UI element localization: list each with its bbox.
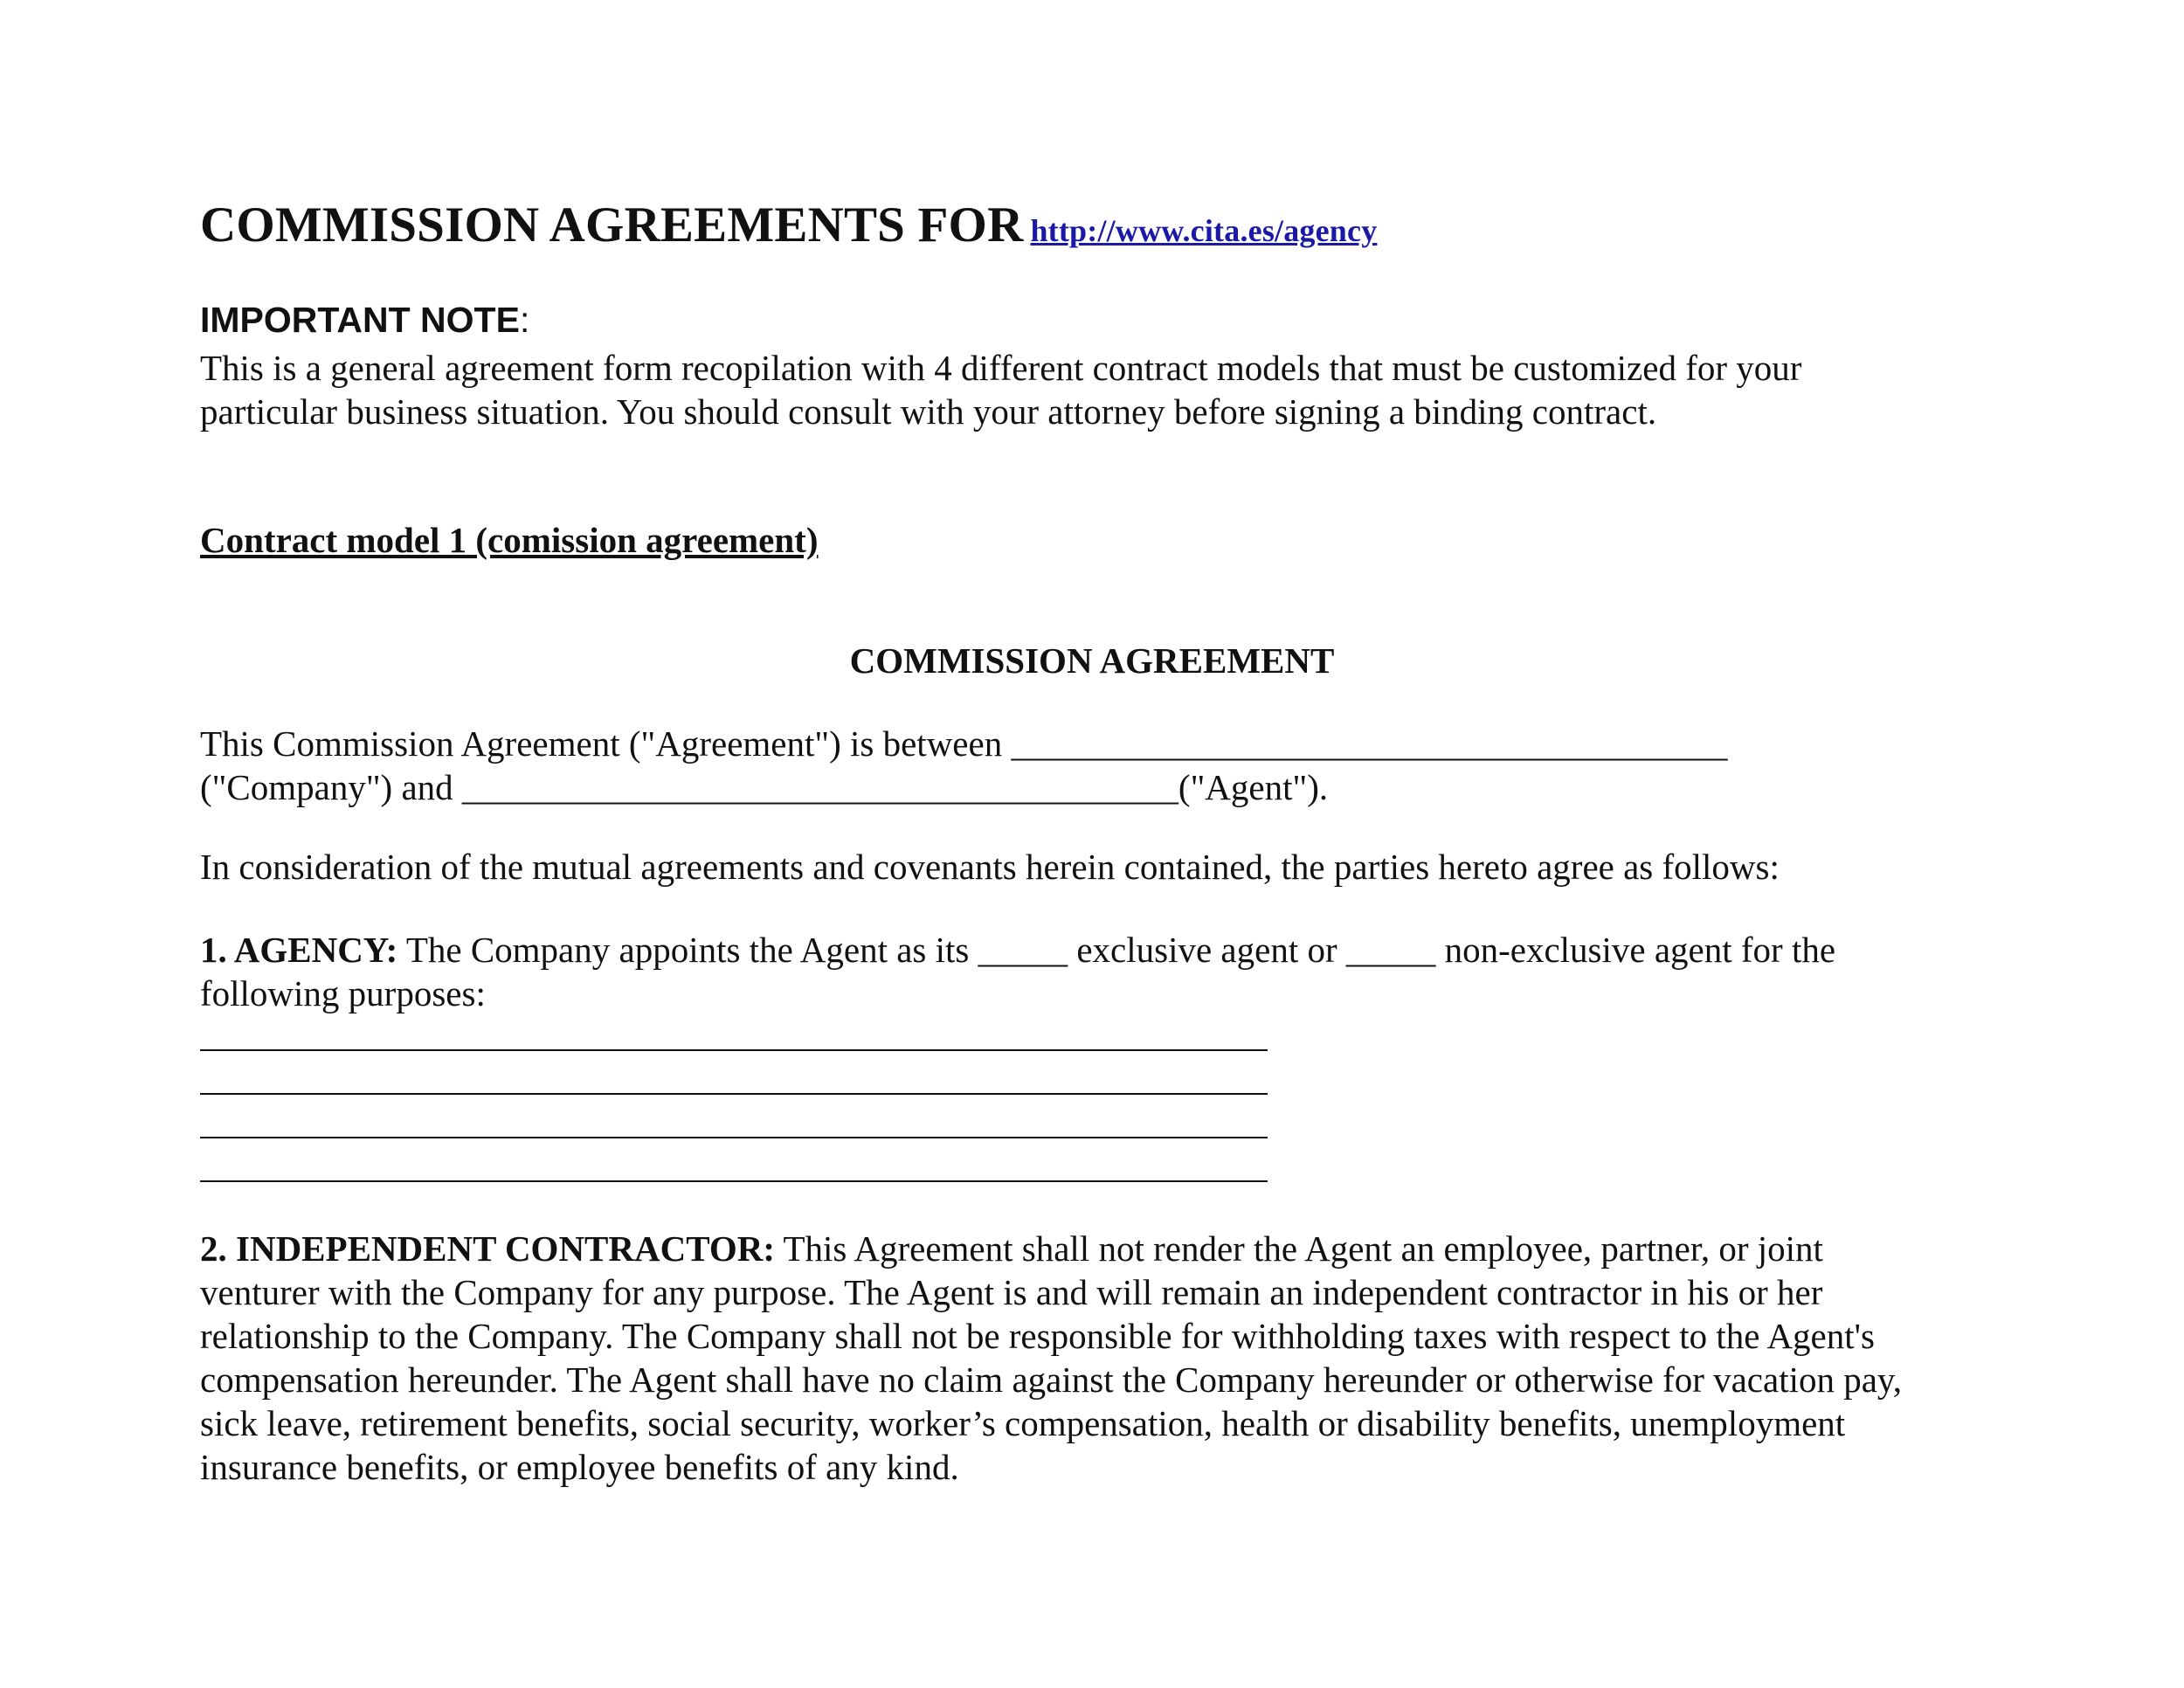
important-note-text [200, 346, 1801, 433]
agency-label: 1. AGENCY: [200, 930, 398, 970]
agency-text: The Company appoints the Agent as its _____ exclusive agent or _____ non-exclusive agent for the [397, 930, 1836, 970]
document-title [200, 197, 1377, 253]
parties-line: ("Company") and ________________________________________("Agent"). [200, 767, 1329, 807]
note-line: particular business situation. You should consult with your attorney before signing a binding contract. [200, 391, 1657, 432]
contractor-line: relationship to the Company. The Company shall not be responsible for withholding taxes with respect to the Agent's [200, 1316, 1875, 1356]
title-text: COMMISSION AGREEMENTS FOR [200, 197, 1024, 253]
agreement-title: COMMISSION AGREEMENT [849, 640, 1335, 681]
note-line: This is a general agreement form recopilation with 4 different contract models that must be customized for your [200, 348, 1802, 388]
contractor-line [200, 1227, 1902, 1270]
agency-line: following purposes: [200, 973, 486, 1013]
agency-link[interactable]: http://www.cita.es/agency [1030, 213, 1378, 248]
agency-clause [200, 928, 1835, 1015]
blank-line [200, 1138, 1268, 1182]
contractor-line: venturer with the Company for any purpose. The Agent is and will remain an independent contractor in his or her [200, 1272, 1823, 1312]
important-note-heading [200, 300, 529, 341]
blank-line [200, 1051, 1268, 1095]
purposes-blank-lines [200, 1007, 1268, 1182]
agency-line [200, 928, 1835, 972]
contractor-text: This Agreement shall not render the Agent an employee, partner, or joint [774, 1228, 1823, 1269]
blank-line [200, 1007, 1268, 1051]
parties-line: This Commission Agreement ("Agreement") is between ________________________________________ [200, 723, 1728, 764]
contractor-line: insurance benefits, or employee benefits of any kind. [200, 1447, 959, 1487]
contract-model-heading: Contract model 1 (comission agreement) [200, 520, 819, 560]
consideration-paragraph: In consideration of the mutual agreements and covenants herein contained, the parties hereto agree as follows: [200, 847, 1780, 887]
contractor-line: compensation hereunder. The Agent shall have no claim against the Company hereunder or otherwise for vacation pay, [200, 1359, 1903, 1400]
note-heading-colon: : [519, 300, 530, 340]
note-heading-text: IMPORTANT NOTE [200, 300, 520, 340]
contractor-line: sick leave, retirement benefits, social security, worker’s compensation, health or disability benefits, unemployment [200, 1403, 1846, 1443]
contractor-label: 2. INDEPENDENT CONTRACTOR: [200, 1228, 775, 1269]
blank-line [200, 1095, 1268, 1138]
independent-contractor-clause [200, 1227, 1902, 1489]
parties-paragraph [200, 722, 1727, 809]
